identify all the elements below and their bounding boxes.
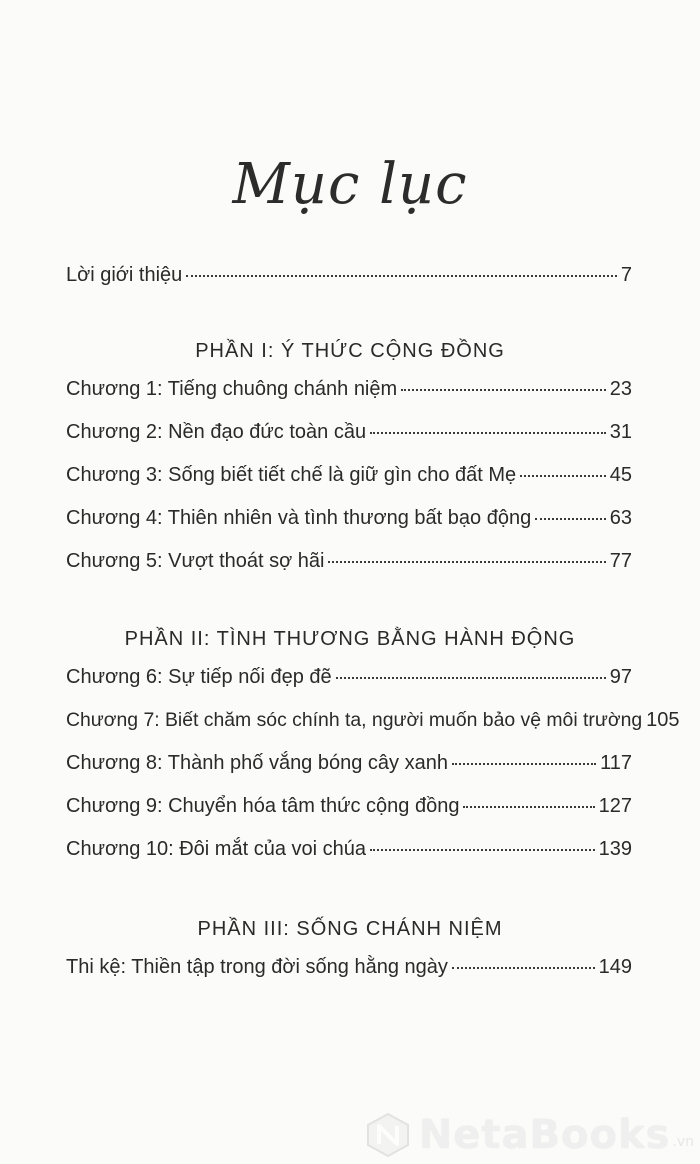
intro-entry	[66, 264, 632, 304]
toc-page-number: 149	[598, 956, 632, 978]
toc-row	[66, 709, 680, 749]
dot-leader	[401, 389, 606, 391]
toc-entry-label: Chương 2: Nền đạo đức toàn cầu	[66, 421, 367, 443]
toc-entry-label: Lời giới thiệu	[66, 264, 183, 286]
toc-page-number: 23	[609, 378, 632, 400]
toc-page-number: 139	[598, 838, 632, 860]
toc-row	[66, 666, 632, 706]
toc-entry-label: Chương 10: Đôi mắt của voi chúa	[66, 838, 366, 860]
part-heading: PHẦN I: Ý THỨC CỘNG ĐỒNG	[195, 340, 505, 362]
toc-entry-label: Chương 5: Vượt thoát sợ hãi	[66, 550, 325, 572]
toc-page-number: 127	[598, 795, 632, 817]
dot-leader	[186, 275, 617, 277]
toc-page-number: 97	[609, 666, 632, 688]
toc-row	[66, 838, 632, 878]
toc-page-number: 77	[609, 550, 632, 572]
toc-entry-label: Chương 9: Chuyển hóa tâm thức cộng đồng	[66, 795, 460, 817]
toc-row	[66, 507, 632, 547]
toc-page-number: 105	[646, 709, 680, 731]
toc-row	[66, 795, 632, 835]
toc-row	[66, 378, 632, 418]
watermark-brand: NetaBooks	[418, 1112, 671, 1158]
toc-entry-label: Thi kệ: Thiền tập trong đời sống hằng ngày	[66, 956, 448, 978]
part-entries	[66, 956, 632, 996]
toc-page-number: 117	[600, 752, 632, 774]
toc-row	[66, 464, 632, 504]
watermark	[365, 1112, 694, 1158]
toc-row	[66, 752, 632, 792]
dot-leader	[463, 806, 594, 808]
page-title: Mục lục	[232, 152, 468, 217]
toc-page-number: 63	[609, 507, 632, 529]
toc-row	[66, 421, 632, 461]
toc-row	[66, 956, 632, 996]
part-heading: PHẦN III: SỐNG CHÁNH NIỆM	[197, 918, 503, 940]
part-entries	[66, 378, 632, 590]
dot-leader	[328, 561, 605, 563]
dot-leader	[370, 849, 595, 851]
dot-leader	[535, 518, 606, 520]
toc-row	[66, 550, 632, 590]
toc-page-number: 31	[609, 421, 632, 443]
netabooks-logo-icon	[365, 1112, 411, 1158]
toc-row	[66, 264, 632, 304]
toc-entry-label: Chương 3: Sống biết tiết chế là giữ gìn cho đất Mẹ	[66, 464, 517, 486]
dot-leader	[370, 432, 606, 434]
toc-page-number: 7	[620, 264, 632, 286]
toc-page-number: 45	[609, 464, 632, 486]
watermark-suffix: .vn	[672, 1134, 694, 1150]
dot-leader	[452, 763, 596, 765]
toc-entry-label: Chương 6: Sự tiếp nối đẹp đẽ	[66, 666, 332, 688]
dot-leader	[452, 967, 595, 969]
toc-entry-label: Chương 4: Thiên nhiên và tình thương bất bạo động	[66, 507, 532, 529]
dot-leader	[520, 475, 606, 477]
toc-entry-label: Chương 7: Biết chăm sóc chính ta, người muốn bảo vệ môi trường	[66, 709, 643, 731]
toc-entry-label: Chương 8: Thành phố vắng bóng cây xanh	[66, 752, 448, 774]
part-heading: PHẦN II: TÌNH THƯƠNG BẰNG HÀNH ĐỘNG	[124, 628, 576, 650]
dot-leader	[336, 677, 606, 679]
part-entries	[66, 666, 680, 878]
toc-entry-label: Chương 1: Tiếng chuông chánh niệm	[66, 378, 398, 400]
